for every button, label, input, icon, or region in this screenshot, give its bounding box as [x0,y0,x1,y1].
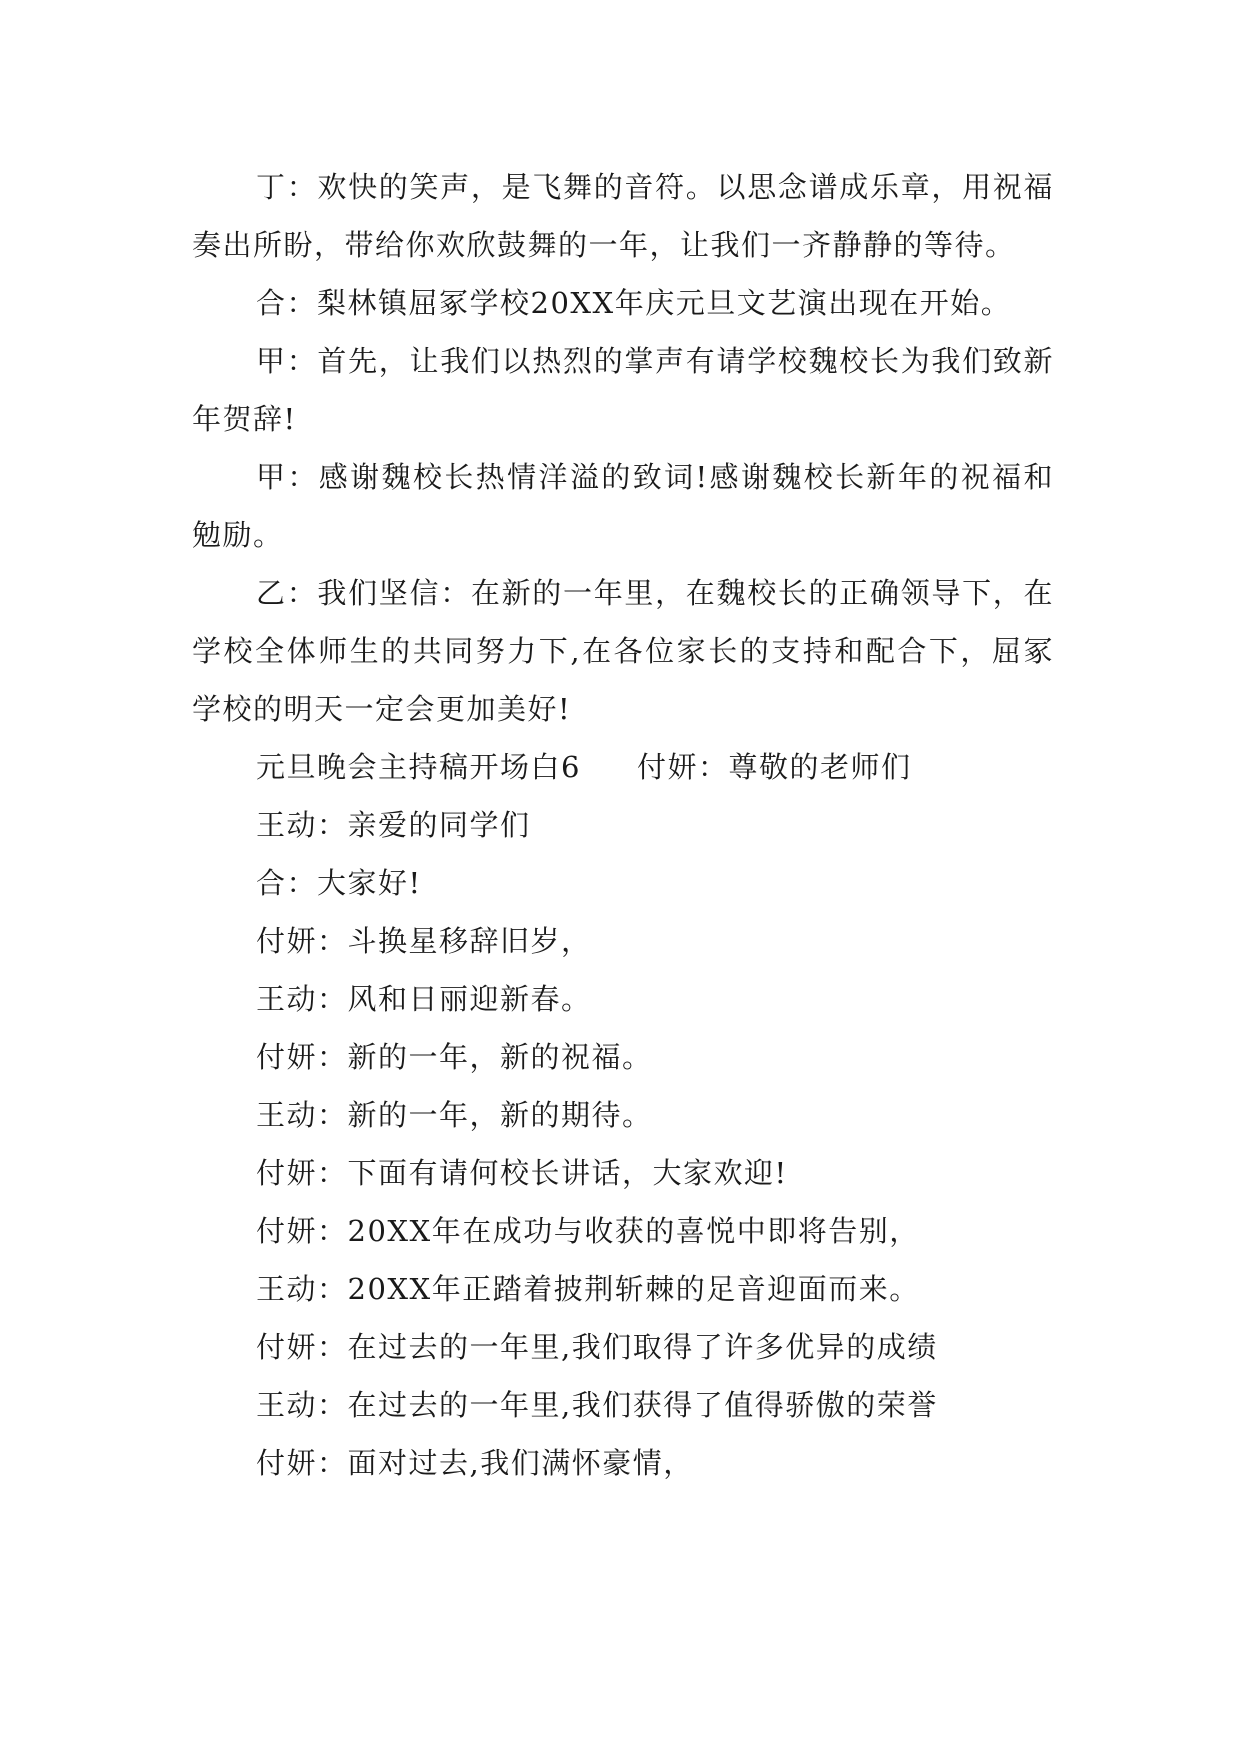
dialogue-line: 付妍：新的一年，新的祝福。 [256,1040,653,1074]
dialogue-line: 合：大家好! [256,866,422,900]
dialogue-line: 付妍：斗换星移辞旧岁， [256,924,592,958]
section-heading: 元旦晚会主持稿开场白6 [256,750,581,784]
dialogue-line: 王动：亲爱的同学们 [256,808,531,842]
dialogue-line: 王动：在过去的一年里,我们获得了值得骄傲的荣誉 [256,1388,938,1422]
dialogue-line: 王动：风和日丽迎新春。 [256,982,592,1016]
dialogue-line: 王动：20XX年正踏着披荆斩棘的足音迎面而来。 [256,1272,920,1306]
paragraph-yi-belief: 乙：我们坚信：在新的一年里，在魏校长的正确领导下，在学校全体师生的共同努力下,在各位家长的支持和配合下，屈冢学校的明天一定会更加美好! [192,576,1054,726]
dialogue-line: 付妍：在过去的一年里,我们取得了许多优异的成绩 [256,1330,938,1364]
dialogue-line: 付妍：20XX年在成功与收获的喜悦中即将告别， [256,1214,920,1248]
dialogue-line: 付妍：下面有请何校长讲话，大家欢迎! [256,1156,788,1190]
paragraph-he-opening: 合：梨林镇屈冢学校20XX年庆元旦文艺演出现在开始。 [256,286,1012,320]
dialogue-line: 付妍：面对过去,我们满怀豪情， [256,1446,694,1480]
document-body [192,158,1054,1492]
dialogue-line: 王动：新的一年，新的期待。 [256,1098,653,1132]
paragraph-jia-invite: 甲：首先，让我们以热烈的掌声有请学校魏校长为我们致新年贺辞! [192,344,1054,436]
paragraph-ding: 丁：欢快的笑声，是飞舞的音符。以思念谱成乐章，用祝福奏出所盼，带给你欢欣鼓舞的一年，让我们一齐静静的等待。 [192,170,1054,262]
section-first-line: 付妍：尊敬的老师们 [636,750,912,784]
paragraph-jia-thanks: 甲：感谢魏校长热情洋溢的致词!感谢魏校长新年的祝福和勉励。 [192,460,1054,552]
section-heading-line [192,738,1054,796]
